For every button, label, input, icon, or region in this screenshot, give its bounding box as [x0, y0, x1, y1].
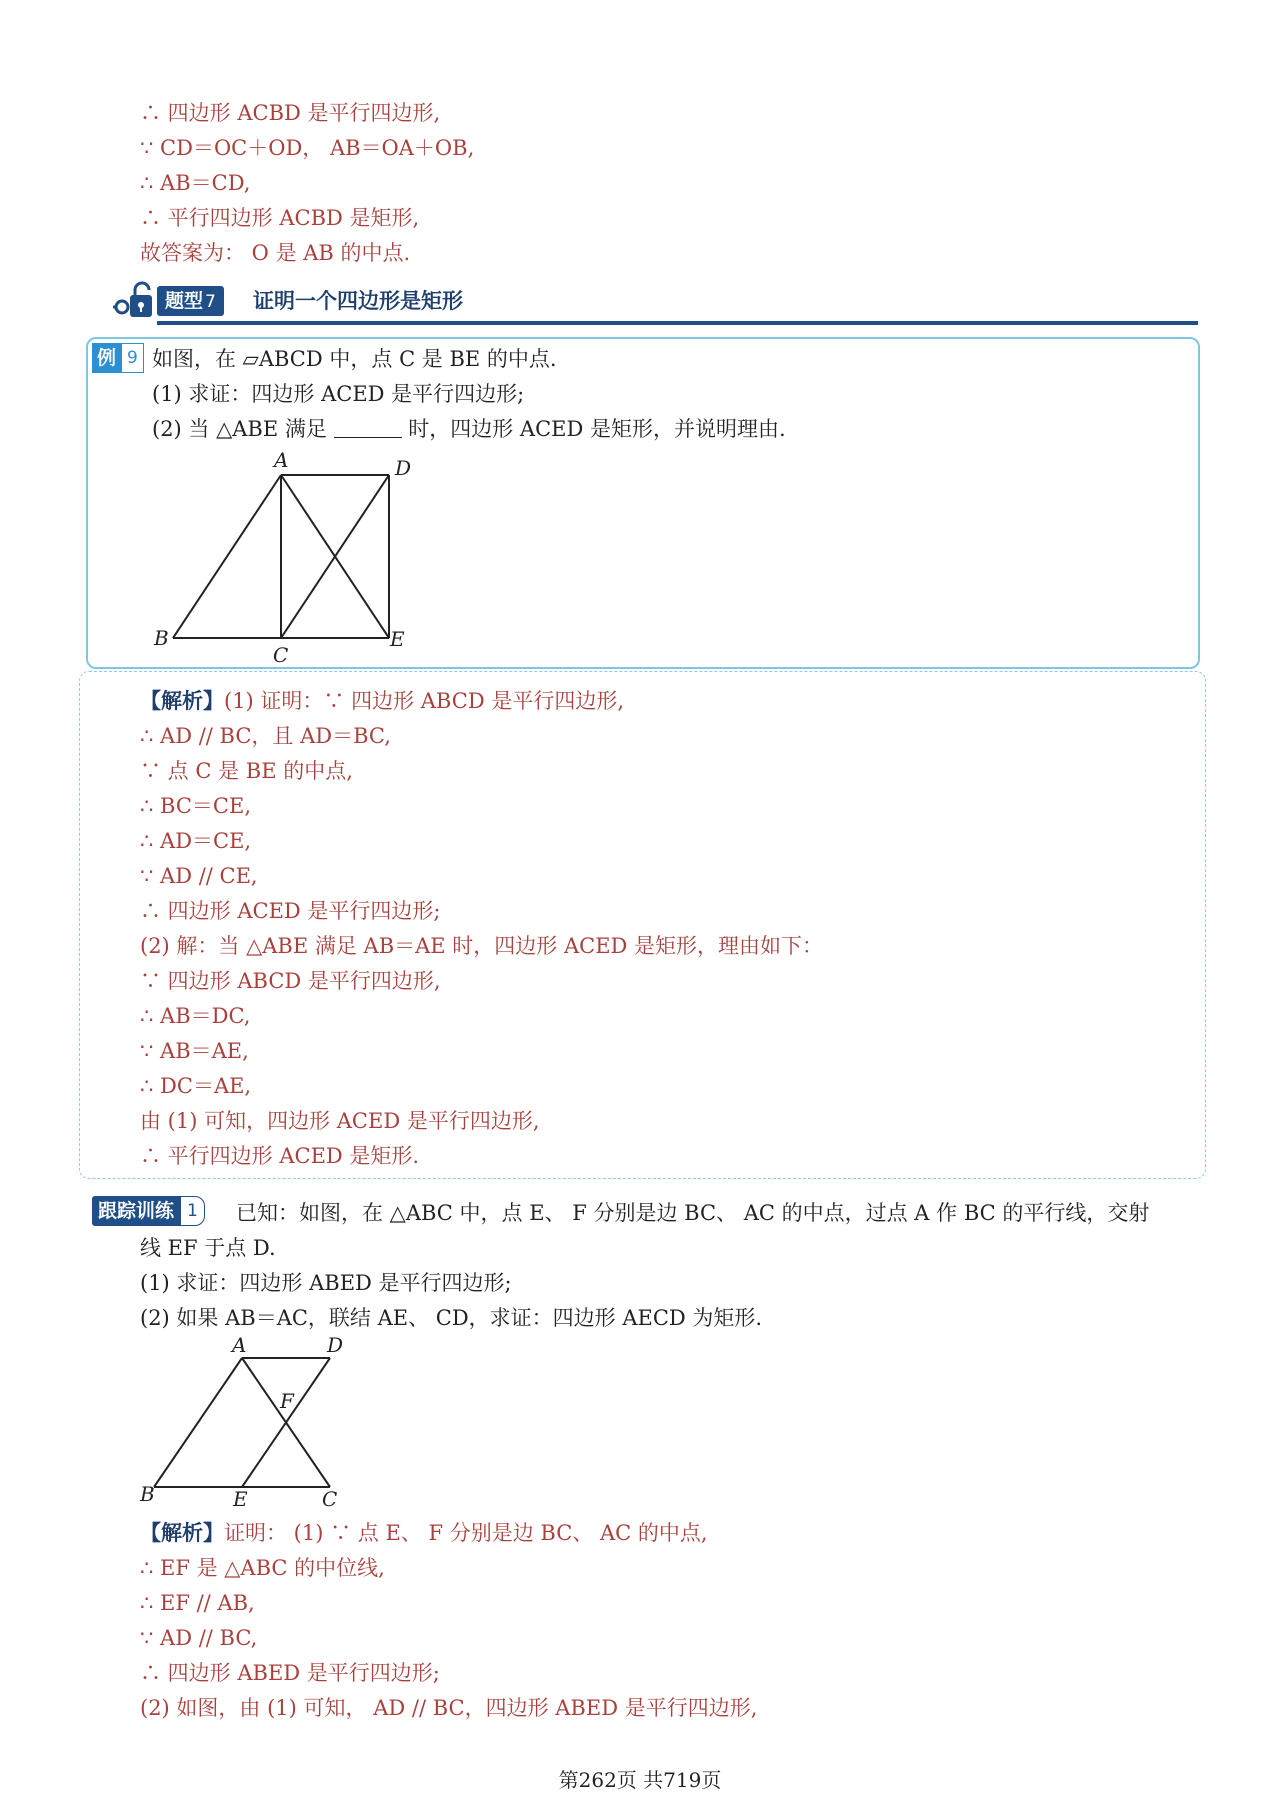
section-heading	[113, 281, 1198, 329]
practice-tag	[92, 1196, 205, 1226]
top-solution	[140, 96, 474, 271]
example-question-2-start: (2) 当 △ABE 满足	[152, 417, 327, 441]
solution-line: ∴ AB＝CD,	[140, 171, 251, 195]
section-number: 7	[205, 292, 216, 312]
solution-label: 【解析】	[140, 689, 224, 713]
practice-solution-line: ∴ EF // AB,	[140, 1591, 255, 1615]
solution-line: 由 (1) 可知，四边形 ACED 是平行四边形,	[140, 1109, 540, 1133]
practice-question-1: (1) 求证：四边形 ABED 是平行四边形;	[140, 1271, 512, 1295]
solution-line: ∴ 平行四边形 ACBD 是矩形,	[140, 206, 420, 230]
vertex-label-a: A	[232, 1336, 247, 1357]
solution-line: ∴ 四边形 ACED 是平行四边形;	[140, 899, 441, 923]
vertex-label-b: B	[154, 626, 169, 650]
answer-blank	[334, 417, 402, 438]
solution-line: ∴ AD // BC，且 AD＝BC,	[140, 724, 391, 748]
vertex-label-e: E	[233, 1487, 248, 1511]
section-badge	[157, 286, 224, 316]
solution-line: ∴ AD＝CE,	[140, 829, 252, 853]
practice-solution-line: ∴ EF 是 △ABC 的中位线,	[140, 1556, 385, 1580]
solution-line: ∴ DC＝AE,	[140, 1074, 252, 1098]
vertex-label-c: C	[322, 1487, 338, 1511]
section-rule	[157, 321, 1198, 325]
vertex-label-b: B	[140, 1482, 155, 1506]
practice-number: 1	[180, 1196, 205, 1226]
segment-ab	[154, 1358, 242, 1487]
vertex-label-e: E	[390, 627, 405, 651]
segment-ab	[173, 475, 281, 638]
vertex-label-a: A	[274, 448, 289, 472]
solution-line	[140, 684, 624, 718]
vertex-label-d: D	[395, 456, 412, 480]
section-title: 证明一个四边形是矩形	[253, 289, 463, 313]
practice-solution-line	[140, 1516, 708, 1550]
solution-line: ∴ BC＝CE,	[140, 794, 251, 818]
practice-tag-label: 跟踪训练	[92, 1196, 180, 1226]
triangle-figure	[130, 1336, 390, 1516]
solution-line: ∴ 四边形 ACBD 是平行四边形,	[140, 101, 441, 125]
parallelogram-figure	[140, 440, 440, 670]
solution-line: ∵ AB＝AE,	[140, 1039, 249, 1063]
solution-line: ∵ CD＝OC＋OD， AB＝OA＋OB,	[140, 136, 475, 160]
page-footer: 第262页 共719页	[558, 1768, 722, 1792]
example-tag	[92, 343, 144, 373]
example-number: 9	[121, 343, 144, 373]
lock-key-icon	[113, 281, 153, 321]
solution-line: ∴ AB＝DC,	[140, 1004, 251, 1028]
practice-solution-line: (2) 如图，由 (1) 可知， AD // BC，四边形 ABED 是平行四边形,	[140, 1696, 758, 1720]
section-badge-label: 题型	[165, 290, 204, 312]
solution-line: ∴ 平行四边形 ACED 是矩形.	[140, 1144, 420, 1168]
solution-line: ∵ 点 C 是 BE 的中点,	[140, 759, 353, 783]
example-stem: 如图，在 ▱ABCD 中，点 C 是 BE 的中点.	[152, 347, 557, 371]
solution-line: 故答案为： O 是 AB 的中点.	[140, 241, 411, 265]
vertex-label-f: F	[280, 1389, 294, 1413]
solution-text: (1) 证明：∵ 四边形 ABCD 是平行四边形,	[224, 689, 625, 713]
solution-text: 证明： (1) ∵ 点 E、 F 分别是边 BC、 AC 的中点,	[224, 1521, 708, 1545]
solution-line: (2) 解：当 △ABE 满足 AB＝AE 时，四边形 ACED 是矩形，理由如下：	[140, 934, 824, 958]
vertex-label-d: D	[327, 1336, 344, 1357]
solution-line: ∵ 四边形 ABCD 是平行四边形,	[140, 969, 441, 993]
example-tag-label: 例	[92, 343, 121, 373]
example-question-1: (1) 求证：四边形 ACED 是平行四边形;	[152, 382, 525, 406]
solution-label: 【解析】	[140, 1521, 224, 1545]
vertex-label-c: C	[273, 643, 289, 667]
practice-solution-line: ∵ AD // BC,	[140, 1626, 258, 1650]
example-question-2-end: 时，四边形 ACED 是矩形，并说明理由.	[408, 417, 786, 441]
practice-solution-line: ∴ 四边形 ABED 是平行四边形;	[140, 1661, 440, 1685]
practice-stem-line-1: 已知：如图，在 △ABC 中，点 E、 F 分别是边 BC、 AC 的中点，过点 A 作 BC 的平行线，交射	[236, 1201, 1150, 1225]
practice-question-2: (2) 如果 AB＝AC，联结 AE、 CD，求证：四边形 AECD 为矩形.	[140, 1306, 763, 1330]
practice-stem-line-2: 线 EF 于点 D.	[140, 1236, 276, 1260]
solution-line: ∵ AD // CE,	[140, 864, 258, 888]
